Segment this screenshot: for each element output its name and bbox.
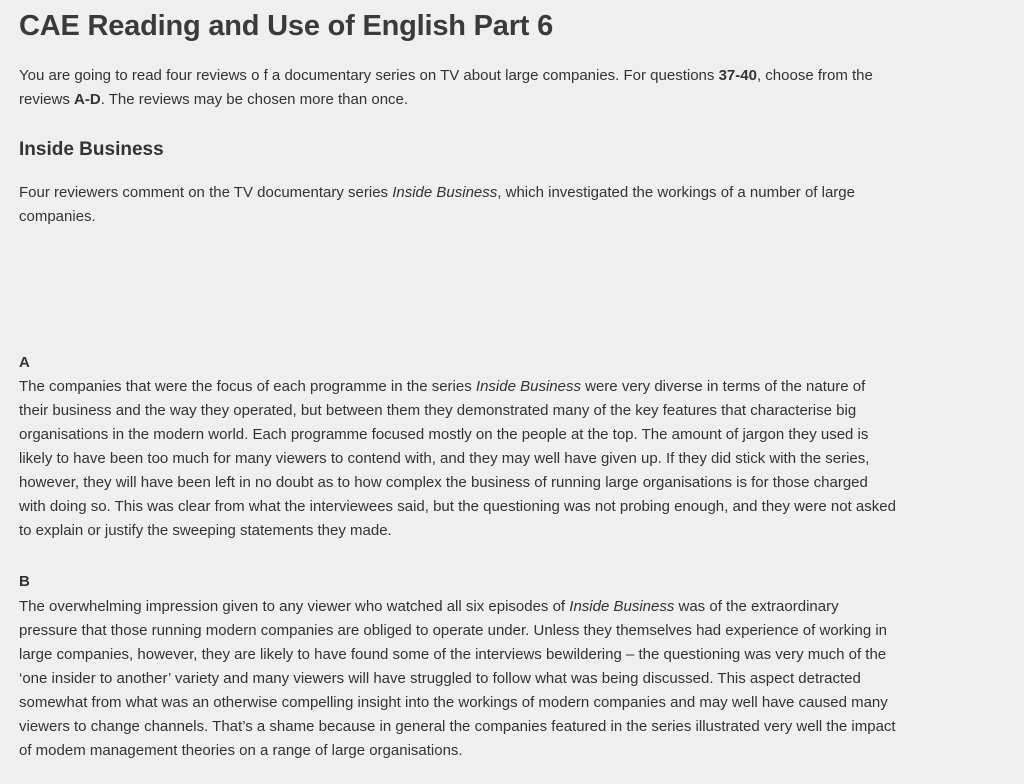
review-range: A-D: [74, 91, 101, 108]
intro-paragraph: [19, 64, 979, 112]
series-title: Inside Business: [392, 184, 498, 201]
series-title: Inside Business: [475, 378, 581, 395]
review-letter-a: A: [19, 354, 30, 371]
review-a-line: The companies that were the focus of each programme in the series Inside Business were very diverse in terms of the nature of: [19, 378, 866, 395]
review-a-line: their business and the way they operated, but between them they demonstrated many of the key features that characterise big: [19, 402, 857, 419]
review-a-text: [19, 375, 979, 543]
review-a-line: with doing so. This was clear from what the interviewees said, but the questioning was not probing enough, and they were not asked: [19, 498, 896, 515]
section-heading: Inside Business: [19, 139, 164, 160]
review-a-line: however, they will have been left in no doubt as to how complex the business of running large organisations is for those charged: [19, 474, 868, 491]
lead-line-1: Four reviewers comment on the TV documentary series Inside Business, which investigated the workings of a number of large: [19, 184, 855, 201]
review-b-line: viewers to change channels. That’s a shame because in general the companies featured in the series illustrated very well the impact: [19, 718, 896, 735]
lead-paragraph: [19, 181, 979, 229]
series-title: Inside Business: [569, 598, 675, 615]
review-b-line: somewhat from what was an otherwise compelling insight into the workings of modern companies and may well have caused many: [19, 694, 888, 711]
page-title: CAE Reading and Use of English Part 6: [19, 10, 554, 42]
review-b-line: ‘one insider to another’ variety and many viewers will have struggled to follow what was being discussed. This aspect detracted: [19, 670, 861, 687]
review-b-text: [19, 595, 979, 763]
review-a-line: likely to have been too much for many viewers to contend with, and they may well have given up. If they did stick with the series,: [19, 450, 870, 467]
review-a-line: to explain or justify the sweeping statements they made.: [19, 522, 392, 539]
review-letter-b: B: [19, 573, 30, 590]
review-a-line: organisations in the modern world. Each programme focused mostly on the people at the top. The amount of jargon they used is: [19, 426, 869, 443]
review-b-line: The overwhelming impression given to any viewer who watched all six episodes of Inside Business was of the extraordinary: [19, 598, 839, 615]
intro-line-2: reviews A-D. The reviews may be chosen more than once.: [19, 91, 409, 108]
review-b-line: of modem management theories on a range of large organisations.: [19, 742, 463, 759]
lead-line-2: companies.: [19, 208, 96, 225]
question-range: 37-40: [718, 67, 757, 84]
intro-line-1: You are going to read four reviews o f a documentary series on TV about large companies. For questions 37-40, choose from the: [19, 67, 873, 84]
review-b-line: large companies, however, they are likely to have found some of the interviews bewildering – the questioning was very much of the: [19, 646, 887, 663]
review-b-line: pressure that those running modern companies are obliged to operate under. Unless they themselves had experience of working in: [19, 622, 888, 639]
